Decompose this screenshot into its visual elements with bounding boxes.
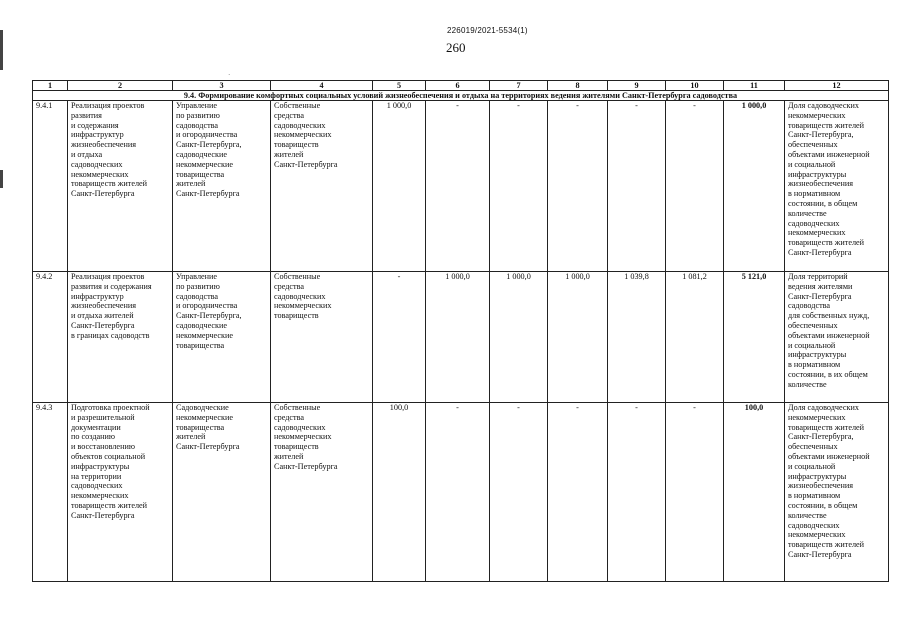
table-row xyxy=(33,403,889,582)
year-value: - xyxy=(608,403,666,582)
column-header: 3 xyxy=(173,81,271,91)
year-value: - xyxy=(490,101,548,272)
target-indicator: Доля садоводческих некоммерческих товариществ жителей Санкт-Петербурга, обеспеченных объектами инженерной и социальной инфраструктуры жизнеобеспечения в нормативном состоянии, в общем количестве садоводческих некоммерческих товариществ жителей Санкт-Петербурга xyxy=(785,403,889,582)
row-number: 9.4.1 xyxy=(33,101,68,272)
funding-source: Собственные средства садоводческих некоммерческих товариществ жителей Санкт-Петербурга xyxy=(271,101,373,272)
total-value: 100,0 xyxy=(724,403,785,582)
activity-name: Реализация проектов развития и содержания инфраструктур жизнеобеспечения и отдыха жителей Санкт-Петербурга в границах садоводств xyxy=(68,272,173,403)
year-value: 1 039,8 xyxy=(608,272,666,403)
executor: Управление по развитию садоводства и огородничества Санкт-Петербурга, садоводческие некоммерческие товарищества xyxy=(173,272,271,403)
section-title: 9.4. Формирование комфортных социальных условий жизнеобеспечения и отдыха на территориях ведения жителями Санкт-Петербурга садоводства xyxy=(33,91,889,101)
year-value: - xyxy=(426,101,490,272)
year-value: 1 000,0 xyxy=(490,272,548,403)
year-value: - xyxy=(666,403,724,582)
funding-source: Собственные средства садоводческих некоммерческих товариществ жителей Санкт-Петербурга xyxy=(271,403,373,582)
column-number-row xyxy=(33,81,889,91)
year-value: - xyxy=(548,403,608,582)
table-row xyxy=(33,101,889,272)
column-header: 8 xyxy=(548,81,608,91)
year-value: - xyxy=(608,101,666,272)
activity-name: Реализация проектов развития и содержания инфраструктур жизнеобеспечения и отдыха садоводческих некоммерческих товариществ жителей Санкт-Петербурга xyxy=(68,101,173,272)
column-header: 2 xyxy=(68,81,173,91)
column-header: 6 xyxy=(426,81,490,91)
program-activities-table xyxy=(32,80,889,582)
activity-name: Подготовка проектной и разрешительной документации по созданию и восстановлению объектов социальной инфраструктуры на территории садоводческих некоммерческих товариществ жителей Санкт-Петербурга xyxy=(68,403,173,582)
year-value: - xyxy=(490,403,548,582)
executor: Управление по развитию садоводства и огородничества Санкт-Петербурга, садоводческие некоммерческие товарищества жителей Санкт-Петербурга xyxy=(173,101,271,272)
total-value: 5 121,0 xyxy=(724,272,785,403)
column-header: 11 xyxy=(724,81,785,91)
scan-edge-mark xyxy=(0,30,3,70)
target-indicator: Доля садоводческих некоммерческих товариществ жителей Санкт-Петербурга, обеспеченных объектами инженерной и социальной инфраструктуры жизнеобеспечения в нормативном состоянии, в общем количестве садоводческих некоммерческих товариществ жителей Санкт-Петербурга xyxy=(785,101,889,272)
scan-speck: · xyxy=(228,71,231,79)
section-title-row xyxy=(33,91,889,101)
year-value: - xyxy=(373,272,426,403)
year-value: 1 000,0 xyxy=(373,101,426,272)
page-number: 260 xyxy=(446,40,466,55)
row-number: 9.4.2 xyxy=(33,272,68,403)
table-row xyxy=(33,272,889,403)
row-number: 9.4.3 xyxy=(33,403,68,582)
document-id: 226019/2021-5534(1) xyxy=(447,26,528,35)
year-value: - xyxy=(426,403,490,582)
total-value: 1 000,0 xyxy=(724,101,785,272)
executor: Садоводческие некоммерческие товарищества жителей Санкт-Петербурга xyxy=(173,403,271,582)
funding-source: Собственные средства садоводческих некоммерческих товариществ xyxy=(271,272,373,403)
column-header: 12 xyxy=(785,81,889,91)
column-header: 4 xyxy=(271,81,373,91)
year-value: 1 000,0 xyxy=(426,272,490,403)
column-header: 1 xyxy=(33,81,68,91)
year-value: 100,0 xyxy=(373,403,426,582)
column-header: 5 xyxy=(373,81,426,91)
year-value: - xyxy=(548,101,608,272)
target-indicator: Доля территорий ведения жителями Санкт-Петербурга садоводства для собственных нужд, обеспеченных объектами инженерной и социальной инфраструктуры в нормативном состоянии, в их общем количестве xyxy=(785,272,889,403)
column-header: 10 xyxy=(666,81,724,91)
column-header: 7 xyxy=(490,81,548,91)
year-value: 1 081,2 xyxy=(666,272,724,403)
column-header: 9 xyxy=(608,81,666,91)
scan-edge-mark xyxy=(0,170,3,188)
year-value: 1 000,0 xyxy=(548,272,608,403)
year-value: - xyxy=(666,101,724,272)
